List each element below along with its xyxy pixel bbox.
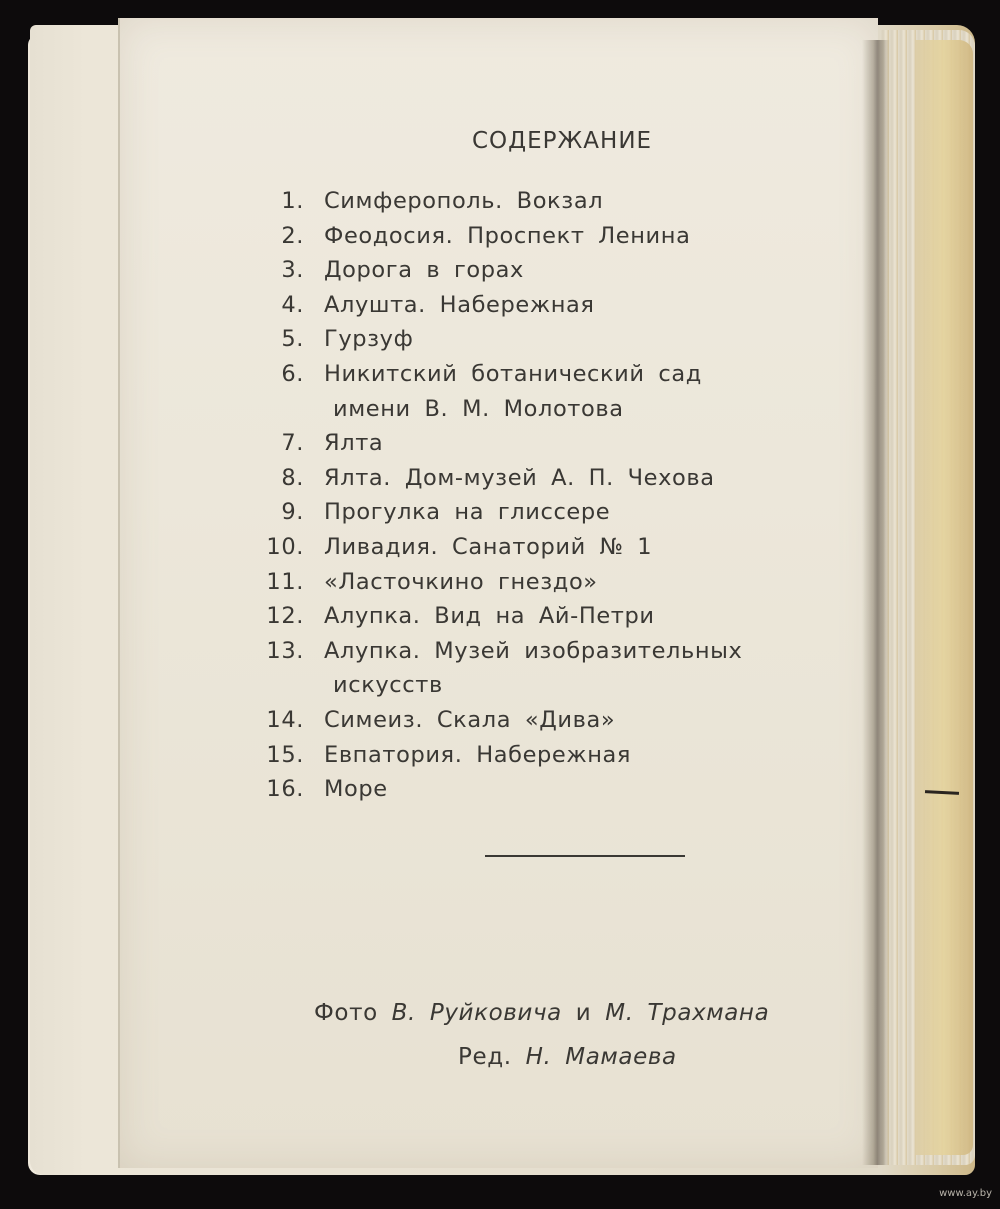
toc-item-title: Феодосия. Проспект Ленина	[324, 222, 691, 249]
photo-author-2: М. Трахмана	[605, 1000, 770, 1026]
photo-author-1: В. Руйковича	[391, 1000, 562, 1026]
toc-item-number: 6.	[281, 361, 304, 387]
editor-label: Ред.	[458, 1044, 512, 1070]
toc-item-number: 4.	[281, 291, 304, 318]
toc-item-title: Ялта. Дом-музей А. П. Чехова	[324, 464, 715, 491]
separator-rule	[485, 855, 685, 857]
toc-item-title: Алушта. Набережная	[324, 291, 595, 318]
toc-item-number: 11.	[266, 568, 304, 595]
toc-item-number: 3.	[281, 257, 304, 284]
page-fold-shadow	[862, 40, 890, 1165]
toc-item-number: 15.	[266, 741, 304, 768]
toc-item-number: 14.	[266, 707, 304, 733]
editor-name: Н. Мамаева	[525, 1044, 677, 1070]
toc-item-number: 12.	[266, 603, 304, 630]
toc-item-number: 8.	[281, 464, 304, 491]
and-word: и	[575, 1000, 592, 1026]
toc-item-number: 13.	[266, 637, 304, 664]
toc-item-number: 10.	[266, 534, 304, 560]
toc-item-title: «Ласточкино гнездо»	[324, 568, 598, 595]
photo-credit	[314, 1000, 769, 1026]
toc-item-title: Евпатория. Набережная	[324, 741, 632, 768]
toc-item-title: Алупка. Вид на Ай-Петри	[324, 603, 655, 630]
toc-item-title: Алупка. Музей изобразительных	[324, 637, 743, 664]
toc-item-title: Прогулка на глиссере	[324, 499, 611, 526]
toc-item-number: 16.	[266, 776, 304, 803]
book-spine-yellowed	[915, 40, 973, 1155]
toc-item-title: Гурзуф	[324, 326, 414, 353]
toc-item-title: Никитский ботанический сад	[324, 361, 702, 387]
toc-item-title-continued: искусств	[333, 672, 443, 699]
toc-item-title: Ливадия. Санаторий № 1	[324, 534, 653, 560]
toc-item-title: Симеиз. Скала «Дива»	[324, 707, 616, 733]
contents-title: СОДЕРЖАНИЕ	[472, 128, 653, 154]
toc-item-title: Дорога в горах	[324, 257, 524, 284]
toc-item-title-continued: имени В. М. Молотова	[333, 395, 624, 422]
toc-item-title: Ялта	[324, 430, 384, 457]
toc-item-number: 7.	[281, 430, 304, 457]
watermark: www.ay.by	[939, 1188, 992, 1199]
toc-item-title: Море	[324, 776, 388, 803]
toc-item-title: Симферополь. Вокзал	[324, 188, 604, 214]
toc-item-number: 2.	[281, 222, 304, 249]
toc-item-number: 1.	[281, 188, 304, 214]
photo-label: Фото	[314, 1000, 378, 1026]
editor-credit	[458, 1044, 677, 1070]
toc-item-number: 5.	[281, 326, 304, 353]
toc-item-number: 9.	[281, 499, 304, 526]
